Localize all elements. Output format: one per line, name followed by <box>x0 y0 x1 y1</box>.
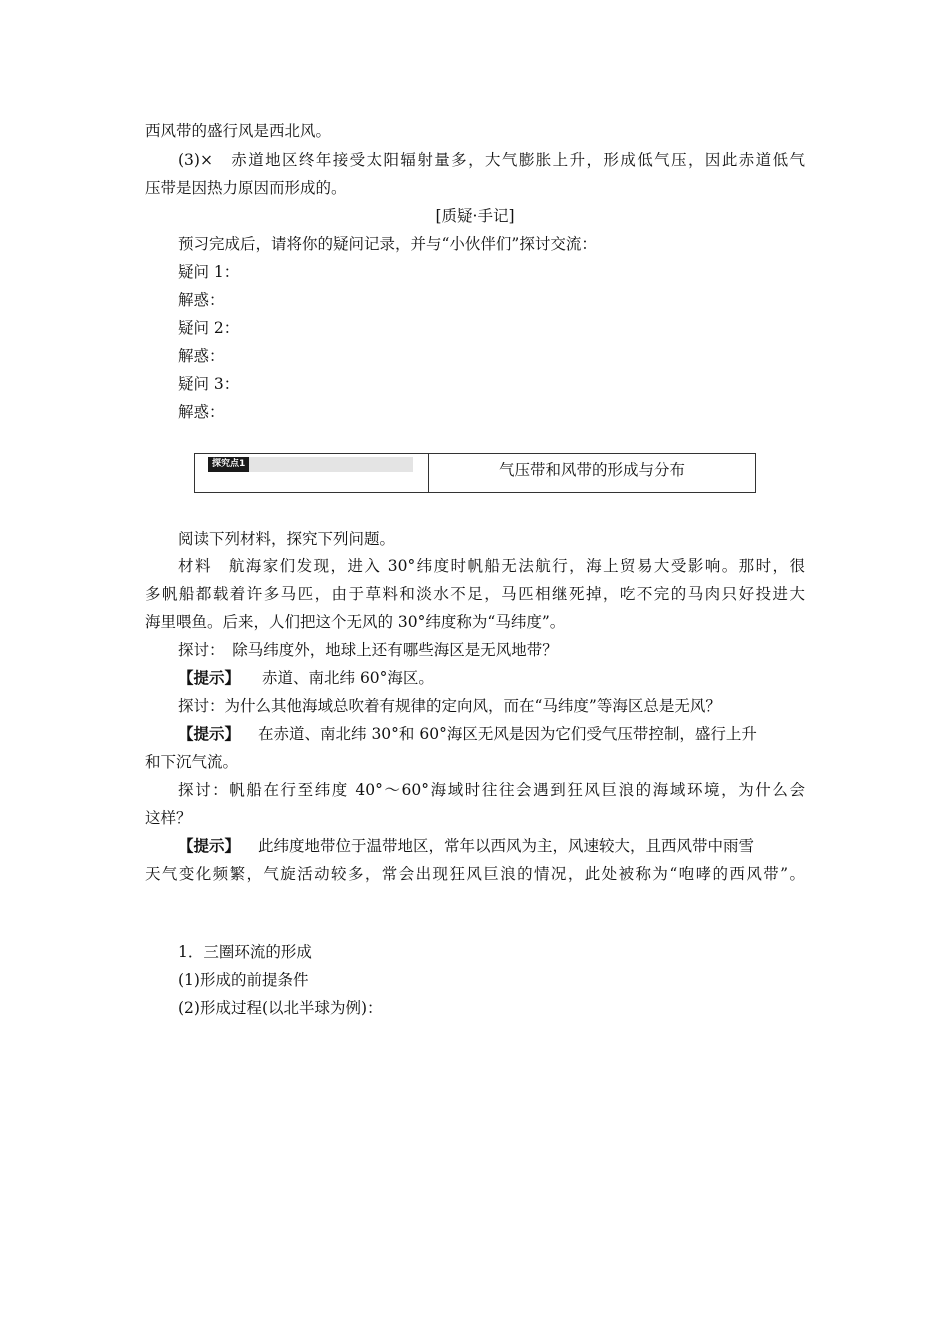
probe-question: 探讨：帆船在行至纬度 40°～60°海域时往往会遇到狂风巨浪的海域环境，为什么会 <box>178 781 805 799</box>
question-label: 疑问 3： <box>178 375 240 393</box>
notes-heading: [质疑·手记] <box>435 207 515 225</box>
reading-intro: 阅读下列材料，探究下列问题。 <box>178 530 396 548</box>
hint-line <box>178 836 805 856</box>
probe-question-line: 这样？ <box>145 809 192 827</box>
topic-badge-label: 探究点1 <box>208 457 249 472</box>
answer-text-line: 西风带的盛行风是西北风。 <box>145 122 332 140</box>
topic-badge <box>208 457 413 472</box>
material-line: 海里喂鱼。后来，人们把这个无风的 30°纬度称为“马纬度”。 <box>145 613 566 631</box>
hint-label: 【提示】 <box>178 668 241 687</box>
question-label: 疑问 1： <box>178 263 240 281</box>
hint-text-line: 天气变化频繁，气旋活动较多，常会出现狂风巨浪的情况，此处被称为“咆哮的西风带”。 <box>145 865 805 883</box>
probe-question: 探讨： 除马纬度外，地球上还有哪些海区是无风地带？ <box>178 641 558 659</box>
section-item: (2)形成过程(以北半球为例)： <box>178 999 383 1017</box>
hint-text: 赤道、南北纬 60°海区。 <box>262 669 434 687</box>
hint-text: 在赤道、南北纬 30°和 60°海区无风是因为它们受气压带控制，盛行上升 <box>258 725 757 743</box>
hint-label: 【提示】 <box>178 836 241 855</box>
section-item: (1)形成的前提条件 <box>178 971 309 989</box>
notes-intro: 预习完成后，请将你的疑问记录，并与“小伙伴们”探讨交流： <box>178 235 597 253</box>
answer-text-line: (3)× 赤道地区终年接受太阳辐射量多，大气膨胀上升，形成低气压，因此赤道低气 <box>178 151 805 169</box>
material-line: 材料 航海家们发现，进入 30°纬度时帆船无法航行，海上贸易大受影响。那时，很 <box>178 557 805 575</box>
section-heading: 1．三圈环流的形成 <box>178 943 312 961</box>
topic-title: 气压带和风带的形成与分布 <box>498 461 685 479</box>
probe-question: 探讨：为什么其他海域总吹着有规律的定向风，而在“马纬度”等海区总是无风？ <box>178 697 721 715</box>
topic-box <box>194 453 756 493</box>
question-label: 疑问 2： <box>178 319 240 337</box>
hint-text: 此纬度地带位于温带地区，常年以西风为主，风速较大，且西风带中雨雪 <box>258 837 755 855</box>
material-line: 多帆船都载着许多马匹，由于草料和淡水不足，马匹相继死掉，吃不完的马肉只好投进大 <box>145 585 805 603</box>
answer-label: 解惑： <box>178 291 225 309</box>
answer-label: 解惑： <box>178 403 225 421</box>
answer-label: 解惑： <box>178 347 225 365</box>
hint-line <box>178 724 805 744</box>
hint-text-line: 和下沉气流。 <box>145 753 239 771</box>
answer-text-line: 压带是因热力原因而形成的。 <box>145 179 347 197</box>
hint-line <box>178 668 434 688</box>
hint-label: 【提示】 <box>178 724 241 743</box>
